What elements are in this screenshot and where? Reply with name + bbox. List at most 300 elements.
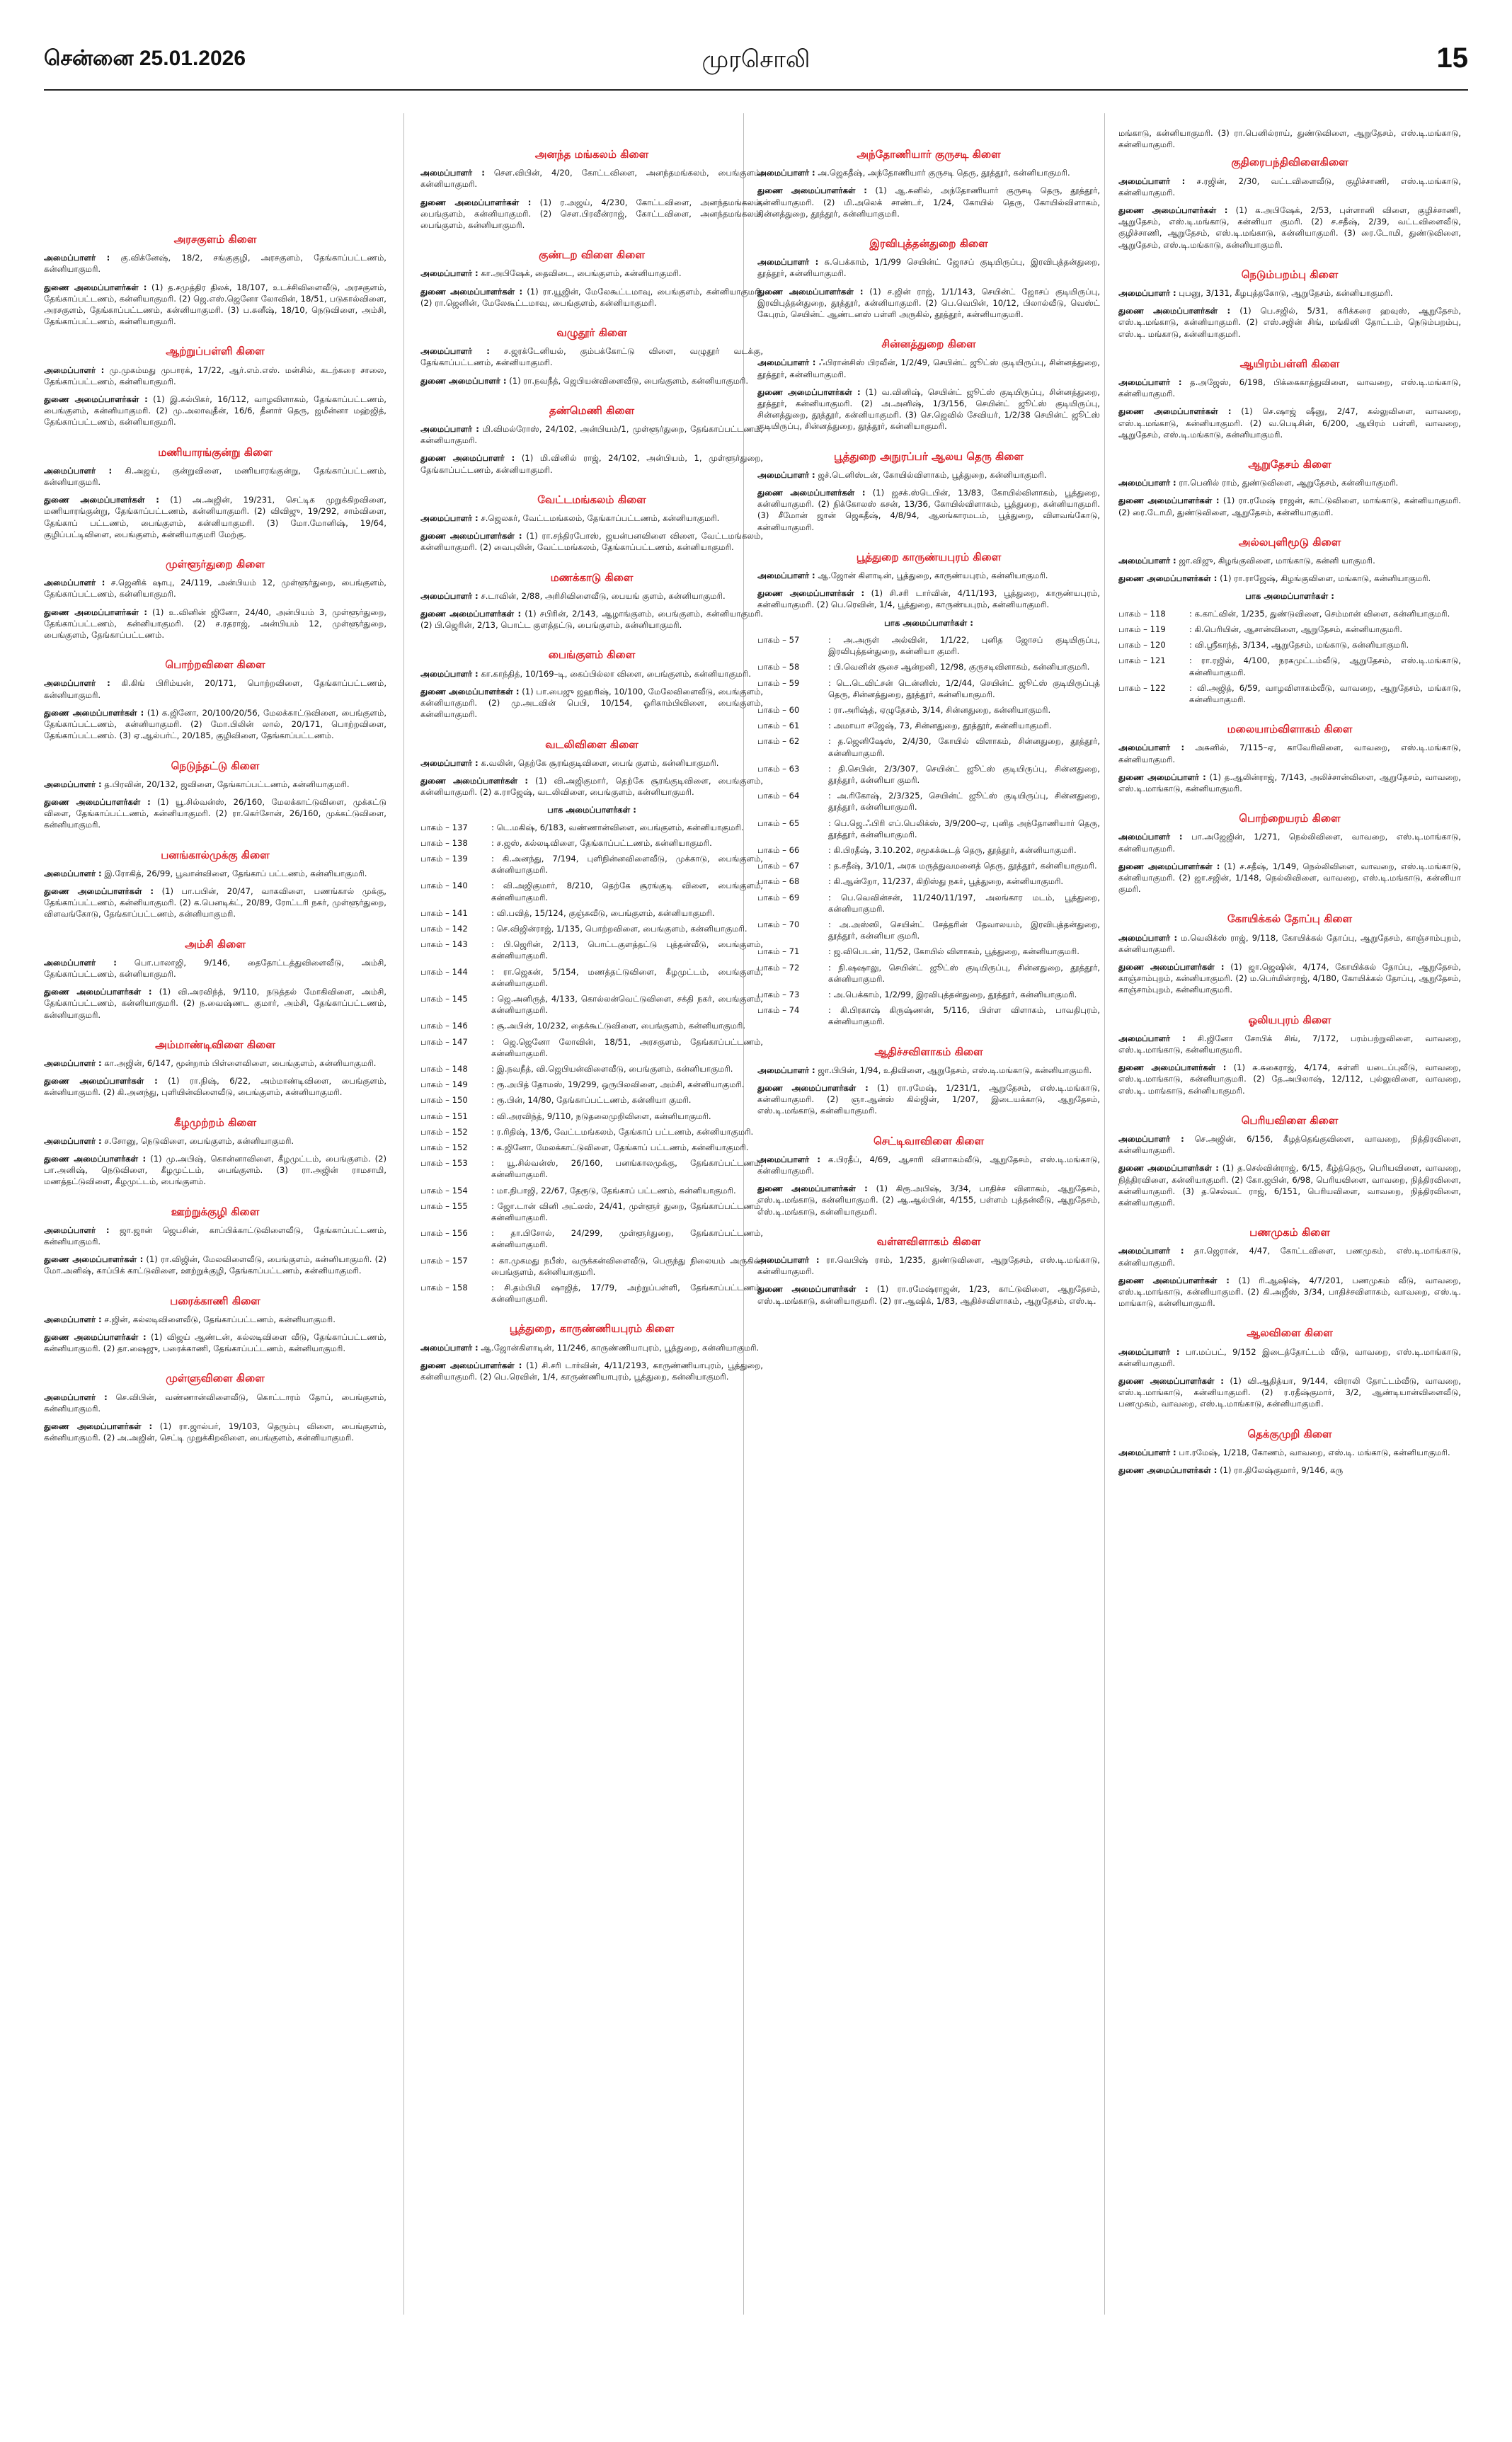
- branch-section: [1118, 1014, 1461, 1096]
- branch-section: [44, 1206, 386, 1277]
- officer-details: (1) ரா.ரமேஷ், 1/231/1, ஆறுதேசம், எஸ்.டி.மங்காடு, கன்னியாகுமரி. (2) ஞா.ஆன்ஸ் கில்ஜின், 1/207, இடையக்காடு, ஆறுதேசம், எஸ்.டி.மங்காடு, கன்னியாகுமரி.: [757, 1082, 1100, 1116]
- part-details: : ரா.ஜெகன், 5/154, மணத்தட்டுவிளை, கீழமுட்டம், பைங்குளம், கன்னியாகுமரி.: [491, 966, 763, 988]
- role-label: துணை அமைப்பாளர்கள் :: [44, 1254, 144, 1265]
- role-label: அமைப்பாளர் :: [1118, 377, 1182, 388]
- branch-section: [420, 494, 763, 554]
- branch-heading: மலையாம்விளாகம் கிளை: [1227, 723, 1353, 736]
- part-details: : க.காட்வின், 1/235, துண்டுவிளை, செம்மான் விளை, கன்னியாகுமரி.: [1189, 608, 1450, 619]
- role-label: துணை அமைப்பாளர்கள் :: [44, 1153, 147, 1164]
- part-number: பாகம் – 138: [420, 837, 468, 848]
- role-label: அமைப்பாளர் :: [757, 357, 816, 368]
- branch-heading: பனங்கால்முக்கு கிளை: [161, 848, 270, 861]
- officer-details: (1) விஜய் ஆண்டன், கல்லடிவிளை வீடு, தேங்காப்பட்டணம், கன்னியாகுமரி. (2) தா.ஷைஜு, பரைக்காணி, தேங்காப்பட்டணம், கன்னியாகுமரி.: [44, 1332, 386, 1354]
- role-label: துணை அமைப்பாளர்கள் :: [44, 987, 152, 997]
- officer-entry: [1118, 495, 1461, 517]
- branch-heading: பூத்துறை, காருண்ணியபுரம் கிளை: [509, 1322, 675, 1336]
- branch-section: [757, 238, 1100, 320]
- officer-details: (1) மி.வினில் ராஜ், 24/102, அன்பியம், 1, முள்ளூர்துறை, தேங்காப்பட்டணம், கன்னியாகுமரி.: [420, 453, 763, 475]
- part-number: பாகம் – 63: [757, 763, 800, 774]
- part-number: பாகம் – 59: [757, 677, 800, 688]
- officer-entry: [420, 268, 763, 279]
- part-number: பாகம் – 58: [757, 662, 800, 672]
- officer-details: செ.அஜின், 6/156, கீழத்தெங்குவிளை, வாவறை, நித்திரவிளை, கன்னியாகுமரி.: [1118, 1133, 1461, 1156]
- part-details: : பெ.ஜெ.ஃபிரி எப்.பெலிக்ஸ், 3/9/200–ஏ, புனித அந்தோணியார் தெரு, தூத்தூர், கன்னியாகுமரி.: [828, 818, 1100, 839]
- parts-list: [1118, 608, 1461, 705]
- officer-entry: [1118, 1464, 1461, 1476]
- officer-details: தா.ஜெரான், 4/47, கோட்டவிளை, பணமுகம், எஸ்.டி.மாங்காடு, கன்னியாகுமரி.: [1118, 1246, 1461, 1268]
- officer-entry: [757, 487, 1100, 533]
- branch-heading: குதிரைபந்திவிளைகிளை: [1231, 156, 1348, 169]
- role-label: துணை அமைப்பாளர்கள் :: [44, 1076, 158, 1087]
- newspaper-name: முரசொலி: [701, 45, 811, 74]
- branch-section: [44, 849, 386, 920]
- branch-section: [1118, 813, 1461, 895]
- role-label: துணை அமைப்பாளர்கள் :: [757, 588, 865, 599]
- branch-section: [44, 345, 386, 428]
- officer-details: (1) உ.வினின் ஜினோ, 24/40, அன்பியம் 3, முள்ளூர்துறை, தேங்காப்பட்டணம், கன்னியாகுமரி. (2) ச.ரதராஜ், அன்பியம் 12, முள்ளூர்துறை, பைங்குளம், தேங்காப்பட்டணம்.: [44, 607, 386, 641]
- part-row: [420, 1036, 763, 1059]
- officer-entry: [44, 607, 386, 641]
- officer-details: ச.ஜெலகர், வேட்டமங்கலம், தேங்காப்பட்டணம், கன்னியாகுமரி.: [481, 513, 720, 524]
- role-label: துணை அமைப்பாளர் :: [1118, 772, 1206, 782]
- officer-entry: [1118, 1275, 1461, 1309]
- part-details: : அ.அருள் அல்வின், 1/1/22, புனித ஜோசப் குடியிருப்பு, இரவிபுத்தன்துறை, கன்னியா குமரி.: [828, 634, 1100, 657]
- officer-details: பா.ரமேஷ், 1/218, கோணம், வாவறை, எஸ்.டி. மங்காடு, கன்னியாகுமரி.: [1179, 1447, 1450, 1457]
- role-label: அமைப்பாளர் :: [1118, 288, 1176, 299]
- role-label: துணை அமைப்பாளர்கள் :: [44, 495, 159, 505]
- branch-section: [1118, 723, 1461, 794]
- role-label: அமைப்பாளர் :: [420, 590, 479, 601]
- part-details: : இ.நவநீத், வி.ஜெபியன்விளைவீடு, பைங்குளம், கன்னியாகுமரி.: [491, 1063, 733, 1074]
- part-row: [757, 634, 1100, 657]
- part-number: பாகம் – 143: [420, 939, 468, 950]
- branch-section: [757, 451, 1100, 533]
- officer-entry: [757, 185, 1100, 219]
- officer-entry: [1118, 861, 1461, 895]
- officer-entry: [44, 494, 386, 540]
- officer-details: த.பிரவின், 20/132, ஜவிளை, தேங்காப்பட்டணம், கன்னியாகுமரி.: [104, 779, 350, 789]
- officer-entry: [420, 1360, 763, 1382]
- part-row: [420, 1126, 763, 1137]
- officer-entry: [420, 512, 763, 524]
- branch-heading: முள்ளுவிளை கிளை: [166, 1372, 265, 1385]
- role-label: அமைப்பாளர் :: [44, 1392, 108, 1402]
- branch-section: [1118, 537, 1461, 705]
- branch-heading: ஆதிச்சவிளாகம் கிளை: [874, 1045, 983, 1058]
- part-row: [757, 661, 1100, 672]
- officer-details: (1) ரா.யூஜின், மேலேகூட்டமாவு, பைங்குளம், கன்னியாகுமரி. (2) ரா.ஜெனின், மேலேகூட்டமாவு, பைங்குளம், கன்னியாகுமரி.: [420, 286, 763, 308]
- branch-section: [44, 1295, 386, 1355]
- officer-details: (1) த.சமுத்திர திலக், 18/107, உடச்சிவிளைவீடு, அரசகுளம், தேங்காப்பட்டணம், கன்னியாகுமரி. (2) ஜெ.எஸ்.ஜெனோ லோவின், 18/51, படுகால்விளை, அரசகுளம், தேங்காப்பட்டணம், கன்னியாகுமரி. (3) ப.சுனீஷ், 18/10, நெடுவிளை, அம்சி, தேங்காப்பட்டணம், கன்னியாகுமரி.: [44, 282, 386, 327]
- officer-details: (1) ஜசக்.ஸ்டெபின், 13/83, கோயில்விளாகம், பூத்துறை, கன்னியாகுமரி. (2) நிக்கோலஸ் கசன், 13/36, கோயில்விளாகம், பூத்துறை, கன்னியாகுமரி. (3) சீமோன் ஜான் ஜெகதீஷ், 4/8/94, ஆலங்காரமடம், பூத்துறை, விளவங்கோடு, கன்னியாகுமரி.: [757, 488, 1100, 532]
- branch-heading: ஆறுதேசம் கிளை: [1248, 458, 1331, 471]
- officer-details: (1) ரா.நிஷ், 6/22, அம்மாண்டிவிளை, பைங்குளம், கன்னியாகுமரி. (2) கி.அனந்து, புளியின்விளைவீடு, பைங்குளம், கன்னியாகுமரி.: [44, 1076, 386, 1098]
- part-number: பாகம் – 118: [1118, 608, 1166, 619]
- role-label: அமைப்பாளர் :: [44, 578, 105, 588]
- branch-heading: பூத்துறை அநுரப்பர் ஆலய தெரு கிளை: [834, 449, 1024, 463]
- part-details: : ர.ரிதிஷ், 13/6, வேட்டமங்கலம், தேங்காப் பட்டணம், கன்னியாகுமரி.: [491, 1126, 754, 1137]
- role-label: அமைப்பாளர் :: [757, 257, 819, 268]
- part-number: பாகம் – 61: [757, 721, 800, 731]
- officer-entry: [44, 577, 386, 600]
- branch-heading: ஆயிரம்பள்ளி கிளை: [1239, 357, 1340, 370]
- officer-details: ஜா.ஜான் ஜெபசின், காப்பிக்காட்டுவிளைவீடு, தேங்காப்பட்டணம், கன்னியாகுமரி.: [44, 1225, 386, 1246]
- part-number: பாகம் – 145: [420, 993, 468, 1004]
- officer-entry: [1118, 772, 1461, 794]
- branch-section: [420, 405, 763, 476]
- role-label: துணை அமைப்பாளர்கள் :: [44, 282, 147, 292]
- role-label: அமைப்பாளர் :: [757, 469, 815, 480]
- officer-details: பொ.பாலாஜி, 9/146, தைதோட்டத்துவிளைவீடு, அம்சி, தேங்காப்பட்டணம், கன்னியாகுமரி.: [44, 957, 386, 979]
- part-details: : கி.ஆன்றோ, 11/237, கிறிஸ்து நகர், பூத்துறை, கன்னியாகுமரி.: [828, 876, 1064, 887]
- part-row: [420, 880, 763, 902]
- officer-entry: [757, 570, 1100, 581]
- part-number: பாகம் – 139: [420, 853, 468, 864]
- role-label: அமைப்பாளர் :: [44, 957, 117, 968]
- part-details: : ரூ.அபித் தோமஸ், 19/299, ஒருபிலவிளை, அம்சி, கன்னியாகுமரி.: [491, 1079, 745, 1090]
- branch-heading: அம்மாண்டிவிளை கிளை: [155, 1038, 275, 1051]
- part-details: : பி.ஜெரின், 2/113, பொட்டகுளத்தட்டு புத்தன்வீடு, பைங்குளம், கன்னியாகுமரி.: [491, 939, 763, 961]
- role-label: துணை அமைப்பாளர்கள் :: [420, 775, 529, 786]
- branch-heading: பொற்றவிளை கிளை: [165, 658, 265, 672]
- officer-entry: [757, 587, 1100, 610]
- branch-heading: ஓலியபுரம் கிளை: [1248, 1013, 1331, 1026]
- officer-entry: [420, 345, 763, 368]
- branch-section: [1118, 269, 1461, 340]
- role-label: அமைப்பாளர் :: [44, 465, 113, 476]
- role-label: துணை அமைப்பாளர்கள் :: [1118, 1163, 1219, 1174]
- branch-heading: பொற்றையரம் கிளை: [1239, 812, 1341, 825]
- part-number: பாகம் – 121: [1118, 655, 1166, 666]
- part-row: [420, 939, 763, 961]
- officer-details: (1) த.செல்வின்ராஜ், 6/15, கீழ்த்தெரு, பெரியவிளை, வாவறை, நித்திரவிளை, கன்னியாகுமரி. (2) கோ.ஜபின், 6/98, பெரியவிளை, வாவறை, நித்திரவிளை, கன்னியாகுமரி. (3) த.செல்வட் ராஜ், 6/151, பெரியவிளை, வாவறை, நித்திரவிளை, கன்னியாகுமரி.: [1118, 1163, 1461, 1208]
- officer-details: ச.ரஜின், 2/30, வட்டவிளைவீடு, குழிச்சாணி, எஸ்.டி.மங்காடு, கன்னியாகுமரி.: [1118, 176, 1461, 197]
- parts-heading: பாக அமைப்பாளர்கள் :: [884, 617, 973, 628]
- part-number: பாகம் – 120: [1118, 640, 1166, 650]
- officer-details: ச.சோனு, நெடுவிளை, பைங்குளம், கன்னியாகுமரி.: [104, 1135, 294, 1146]
- officer-entry: [44, 1331, 386, 1354]
- branch-heading: வேட்டமங்கலம் கிளை: [537, 493, 646, 506]
- part-details: : கி.அனந்து, 7/194, புளிநின்னவிளைவீடு, முக்காடு, பைங்குளம், கன்னியாகுமரி.: [491, 853, 763, 876]
- branch-heading: முள்ளூர்துறை கிளை: [166, 558, 265, 571]
- part-details: : டெ.டெவிட்சன் டென்னிஸ், 1/2/44, செயின்ட் ஜூட்ஸ் குடியிருப்புத் தெரு, சின்னத்துறை, தூத்தூர், கன்னியாகுமரி.: [828, 677, 1100, 699]
- part-number: பாகம் – 57: [757, 634, 800, 645]
- role-label: துணை அமைப்பாளர்கள் :: [44, 796, 151, 807]
- officer-entry: [1118, 1245, 1461, 1268]
- officer-details: மி.விமல்ரோஸ், 24/102, அன்பியம்/1, முள்ளூர்துறை, தேங்காப்பட்டணம், கன்னியாகுமரி.: [420, 424, 763, 446]
- parts-heading: பாக அமைப்பாளர்கள் :: [547, 805, 636, 815]
- role-label: துணை அமைப்பாளர்கள் :: [757, 185, 867, 196]
- officer-entry: [420, 590, 763, 602]
- part-details: : த.ஜெனிஷேஸ், 2/4/30, கோயில் விளாகம், சின்னதுறை, தூத்தூர், கன்னியாகுமரி.: [828, 736, 1100, 758]
- branch-section: [757, 149, 1100, 219]
- part-number: பாகம் – 144: [420, 966, 468, 977]
- part-details: : ரா.ரஜில், 4/100, நரகமுட்டம்வீடு, ஆறுதேசம், எஸ்.டி.மங்காடு, கன்னியாகுமரி.: [1189, 655, 1461, 677]
- role-label: அமைப்பாளர் :: [44, 868, 102, 878]
- role-label: அமைப்பாளர் :: [757, 168, 815, 178]
- officer-details: (1) க.ஜினோ, 20/100/20/56, மேலக்காட்டுவிளை, பைங்குளம், தேங்காப்பட்டணம், கன்னியாகுமரி. (2) மோ.பிலின் லால், 20/171, பொற்றவிளை, தேங்காப்பட்டணம். (3) ஏ.ஆல்பர்ட், 20/185, குழிவிளை, தேங்காப்பட்டணம்.: [44, 707, 386, 741]
- officer-details: (1) பா.பபின், 20/47, வாகவிளை, பணங்கால் முக்கு, தேங்காப்பட்டணம், கன்னியாகுமரி. (2) க.பெனடிக்ட், 20/89, ரோட்டரி நகர், முள்ளூர்துறை, விளவங்கோடு, தேங்காப்பட்டணம், கன்னியாகுமரி.: [44, 885, 386, 919]
- role-label: அமைப்பாளர் :: [1118, 1346, 1180, 1357]
- part-number: பாகம் – 147: [420, 1036, 468, 1047]
- officer-entry: [44, 796, 386, 831]
- role-label: அமைப்பாளர் :: [420, 513, 479, 524]
- officer-entry: [420, 686, 763, 721]
- officer-entry: [757, 1154, 1100, 1176]
- officer-entry: [44, 1421, 386, 1443]
- role-label: அமைப்பாளர் :: [1118, 176, 1186, 186]
- part-details: : அ.பெக்காம், 1/2/99, இரவிபுத்தன்துறை, தூத்தூர், கன்னியாகுமரி.: [828, 989, 1077, 999]
- officer-entry: [1118, 1346, 1461, 1369]
- officer-entry: [44, 282, 386, 328]
- part-row: [420, 1020, 763, 1031]
- branch-section: [1118, 1115, 1461, 1208]
- officer-entry: [1118, 477, 1461, 488]
- officer-entry: [1118, 305, 1461, 340]
- page-number: 15: [1436, 42, 1468, 74]
- part-details: : ரூ.பின், 14/80, தேங்காப்பட்டணம், கன்னியா குமரி.: [491, 1095, 692, 1106]
- part-details: : வி.ஸ்ரீகாந்த், 3/134, ஆறுதேசம், மங்காடு, கன்னியாகுமரி.: [1189, 640, 1409, 650]
- officer-details: ஜச்.டெனிஸ்டன், கோயில்விளாகம், பூத்துறை, கன்னியாகுமரி.: [818, 469, 1047, 480]
- role-label: அமைப்பாளர் :: [420, 1342, 479, 1353]
- officer-entry: [1118, 176, 1461, 198]
- officer-entry: [1118, 1133, 1461, 1156]
- officer-entry: [44, 1075, 386, 1098]
- column-1: [44, 234, 386, 2442]
- officer-entry: [420, 668, 763, 680]
- role-label: அமைப்பாளர் :: [44, 779, 102, 789]
- parts-list: [420, 822, 763, 1305]
- role-label: அமைப்பாளர் :: [1118, 743, 1185, 753]
- officer-details: க.பிரதீப், 4/69, ஆசாரி விளாகம்வீடு, ஆறுதேசம், எஸ்.டி.மங்காடு, கன்னியாகுமரி.: [757, 1154, 1100, 1176]
- role-label: அமைப்பாளர் :: [1118, 1133, 1184, 1144]
- branch-section: [44, 1039, 386, 1099]
- officer-entry: [44, 365, 386, 387]
- column-4: [1118, 127, 1461, 2336]
- officer-entry: [44, 677, 386, 700]
- branch-heading: பைங்குளம் கிளை: [548, 648, 636, 662]
- branch-heading: அனந்த மங்கலம் கிளை: [534, 149, 649, 161]
- branch-section: [44, 558, 386, 641]
- officer-entry: [1118, 932, 1461, 955]
- officer-details: (1) ரா.சந்திரபோஸ், ஜயன்பனவிளை விளை, வேட்டமங்கலம், கன்னியாகுமரி. (2) வைபுலின், வேட்டமங்கலம், தேங்காப்பட்டணம், கன்னியாகுமரி.: [420, 531, 763, 553]
- role-label: துணை அமைப்பாளர் :: [420, 453, 515, 464]
- part-details: : வி.பவித், 15/124, குஞ்சுவீடு, பைங்குளம், கன்னியாகுமரி.: [491, 907, 715, 918]
- part-details: : வி.அஜித், 6/59, வாழவிளாகம்வீடு, வாவறை, ஆறுதேசம், மங்காடு, கன்னியாகுமரி.: [1189, 682, 1461, 704]
- branch-section: [44, 1117, 386, 1188]
- officer-entry: [420, 530, 763, 553]
- officer-details: (1) அ.அஜின், 19/231, செட்டிக முறுக்கிறவிளை, மணியாரங்குன்று, தேங்காப்பட்டணம், கன்னியாகுமரி. (2) விவிஜு, 19/292, சாம்விளை, தேங்காப் பட்டணம், பைங்குளம், கன்னியாகுமரி. (3) மோ.மோனிஷ், 19/64, குழிப்பட்டிவிளை, பைங்குளம், கன்னியாகுமரி மேற்கு.: [44, 495, 386, 539]
- role-label: அமைப்பாளர் :: [44, 678, 110, 689]
- officer-details: (1) சி.சரி டார்வின், 4/11/193, பூத்துறை, காருண்யபுரம், கன்னியாகுமரி. (2) பெ.ரெவின், 1/4, பூத்துறை, காருண்யபுரம், கன்னியாகுமரி.: [757, 588, 1100, 610]
- branch-heading: தெக்குமுறி கிளை: [1247, 1427, 1332, 1440]
- officer-details: (1) பா.பைஜு ஜஹரிஷ், 10/100, மேலேவிளைவீடு, பைங்குளம், கன்னியாகுமரி. (2) மு.அடவின் பெபி, 10/154, ஓரிகாம்பிவிளை, பைங்குளம், கன்னியாகுமரி.: [420, 686, 763, 720]
- officer-entry: [44, 1225, 386, 1247]
- part-row: [420, 1255, 763, 1278]
- part-details: : கி.பிரகாஷ் கிருஷ்ணன், 5/116, பிள்ள விளாகம், பாவதிபுரம், கன்னியாகுமரி.: [828, 1005, 1100, 1027]
- officer-entry: [757, 357, 1100, 379]
- part-number: பாகம் – 71: [757, 946, 800, 957]
- officer-details: ம.வெலிக்ஸ் ராஜ், 9/118, கோயிக்கல் தோப்பு, ஆறுதேசம், காஞ்சாம்புறம், கன்னியாகுமரி.: [1118, 932, 1461, 954]
- branch-section: [44, 659, 386, 741]
- officer-entry: [420, 608, 763, 631]
- officer-details: ஃபிரான்சிஸ் பிரவீன், 1/2/49, செயின்ட் ஜூட்ஸ் குடியிருப்பு, சின்னத்துறை, தூத்தூர், கன்னியாகுமரி.: [757, 357, 1100, 379]
- role-label: அமைப்பாளர் :: [757, 1255, 820, 1266]
- officer-entry: [1118, 406, 1461, 440]
- officer-details: கி.கிங் பிரிம்யன், 20/171, பொற்றவிளை, தேங்காப்பட்டணம், கன்னியாகுமரி.: [44, 678, 386, 700]
- part-row: [420, 1157, 763, 1180]
- role-label: துணை அமைப்பாளர்கள் :: [757, 1284, 869, 1295]
- continued-text: மங்காடு, கன்னியாகுமரி. (3) ரா.பெனில்ராய், துண்டுவிளை, ஆறுதேசம், எஸ்.டி.மங்காடு, கன்னியாகுமரி.: [1118, 128, 1461, 150]
- role-label: துணை அமைப்பாளர்கள் :: [757, 386, 861, 397]
- role-label: துணை அமைப்பாளர்கள் :: [44, 1421, 153, 1432]
- officer-details: (1) க.அபிஷேக், 2/53, புள்ளானி விளை, குழிச்சாணி, ஆறுதேசம், எஸ்.டி.மங்காடு, கன்னியா குமரி. (2) ச.சதீஷ், 2/39, வட்டவிளைவீடு, குழிச்சாணி, ஆறுதேசம், எஸ்.டி.மங்காடு, கன்னியாகுமரி. (3) ரை.டோமி, துண்டுவிளை, ஆறுதேசம், எஸ்.டி.மங்காடு, கன்னியாகுமரி.: [1118, 205, 1461, 250]
- part-row: [420, 966, 763, 989]
- role-label: துணை அமைப்பாளர்கள் :: [757, 1082, 869, 1093]
- officer-entry: [44, 957, 386, 980]
- part-row: [420, 993, 763, 1016]
- branch-heading: பணமுகம் கிளை: [1249, 1226, 1330, 1239]
- officer-entry: [420, 775, 763, 798]
- part-number: பாகம் – 140: [420, 881, 468, 891]
- part-number: பாகம் – 154: [420, 1185, 468, 1196]
- branch-heading: பரைக்காணி கிளை: [170, 1294, 260, 1307]
- officer-details: ரா.பெனில் ராம், துண்டுவிளை, ஆறுதேசம், கன்னியாகுமரி.: [1179, 478, 1399, 488]
- role-label: அமைப்பாளர் :: [44, 1225, 110, 1235]
- officer-details: பா.அஜேஜின், 1/271, நெல்லிவிளை, வாவறை, எஸ்.டி.மாங்காடு, கன்னியாகுமரி.: [1118, 832, 1461, 854]
- officer-entry: [1118, 555, 1461, 566]
- officer-details: ஆ.ஜோன்கிளாடின், 11/246, காருண்ணியாபுரம், பூத்துறை, கன்னியாகுமரி.: [481, 1342, 760, 1353]
- officer-details: ஆ.ஜோன் கிளாடின், பூத்துறை, காருண்யபுரம், கன்னியாகுமரி.: [818, 571, 1048, 581]
- role-label: அமைப்பாளர் :: [1118, 1246, 1184, 1256]
- branch-section: [44, 447, 386, 540]
- officer-entry: [1118, 742, 1461, 764]
- role-label: அமைப்பாளர் :: [1118, 932, 1178, 943]
- role-label: அமைப்பாளர் :: [757, 1065, 815, 1075]
- part-row: [1118, 608, 1461, 619]
- officer-entry: [1118, 1447, 1461, 1458]
- branch-heading: நெடும்பறம்பு கிளை: [1241, 268, 1339, 281]
- part-details: : தா.பிசோல், 24/299, முள்ளூர்துறை, தேங்காப்பட்டணம், கன்னியாகுமரி.: [491, 1228, 763, 1250]
- officer-details: கு.விக்னேஷ், 18/2, சங்குகுழி, அரசகுளம், தேங்காப்பட்டணம், கன்னியாகுமரி.: [44, 253, 386, 275]
- officer-details: (1) த.ஆலின்ராஜ், 7/143, அலிச்சான்விளை, ஆறுதேசம், வாவறை, எஸ்.டி.மாங்காடு, கன்னியாகுமரி.: [1118, 772, 1461, 793]
- branch-section: [1118, 459, 1461, 518]
- part-details: : ஜெ.ஜெனோ லோவின், 18/51, அரசகுளம், தேங்காப்பட்டணம், கன்னியாகுமரி.: [491, 1036, 763, 1058]
- branch-heading: மணக்காடு கிளை: [550, 571, 634, 584]
- officer-details: (1) ச.ஜின் ராஜ், 1/1/143, செயின்ட் ஜோசப் குடியிருப்பு, இரவிபுத்தன்துறை, தூத்தூர், கன்னியாகுமரி. (2) பெ.வெபின், 10/12, பிலால்வீடு, வெஸ்ட் கேபுரம், செயின்ட் ஆண்டனஸ் பள்ளி அருகில், தூத்தூர், கன்னியாகுமரி.: [757, 286, 1100, 320]
- branch-section: [44, 234, 386, 327]
- branch-section: [757, 1046, 1100, 1117]
- officer-entry: [1118, 1033, 1461, 1055]
- parts-list: [757, 634, 1100, 1028]
- part-number: பாகம் – 152: [420, 1126, 468, 1137]
- branch-heading: அந்தோணியார் குருசடி கிளை: [857, 149, 1001, 161]
- officer-details: த.அஜேஸ், 6/198, பிக்கைகாத்துவிளை, வாவறை, எஸ்.டி.மங்காடு, கன்னியாகுமரி.: [1118, 377, 1461, 399]
- branch-section: [1118, 156, 1461, 250]
- part-row: [757, 989, 1100, 1000]
- officer-details: (1) ஜா.ஜெஷின், 4/174, கோயிக்கல் தோப்பு, ஆறுதேசம், காஞ்சாம்புறம், கன்னியாகுமரி. (2) ம.பெர்மின்ராஜ், 4/180, கோயிக்கல் தோப்பு, ஆறுதேசம், காஞ்சாம்புறம், கன்னியாகுமரி.: [1118, 961, 1461, 995]
- officer-entry: [420, 1342, 763, 1353]
- branch-section: [1118, 1227, 1461, 1309]
- branch-heading: வள்ளவிளாகம் கிளை: [876, 1234, 981, 1248]
- officer-entry: [44, 1314, 386, 1325]
- officer-entry: [44, 868, 386, 879]
- officer-details: செ.விபின், வண்ணான்விளைவீடு, கொட்டாரம் தோப், பைங்குளம், கன்னியாகுமரி.: [44, 1392, 386, 1414]
- part-number: பாகம் – 62: [757, 736, 800, 747]
- officer-entry: [44, 1392, 386, 1414]
- branch-section: [420, 572, 763, 631]
- officer-entry: [757, 1065, 1100, 1076]
- part-number: பாகம் – 157: [420, 1255, 468, 1266]
- part-number: பாகம் – 72: [757, 962, 800, 973]
- role-label: துணை அமைப்பாளர்கள் :: [1118, 861, 1220, 871]
- officer-details: ஜா.பிபின், 1/94, உதிவிளை, ஆறுதேசம், எஸ்.டி.மங்காடு, கன்னியாகுமரி.: [818, 1065, 1092, 1075]
- branch-section: [420, 149, 763, 231]
- part-row: [1118, 682, 1461, 705]
- officer-details: (1) ரா.திலேஷ்குமார், 9/146, கரு: [1220, 1465, 1344, 1476]
- part-number: பாகம் – 148: [420, 1063, 468, 1074]
- officer-details: சௌ.விபின், 4/20, கோட்டவிளை, அனந்தமங்கலம், பைங்குளம், கன்னியாகுமரி.: [420, 168, 763, 190]
- role-label: துணை அமைப்பாளர்கள் :: [1118, 495, 1220, 506]
- officer-entry: [757, 1183, 1100, 1217]
- branch-heading: வழுதூர் கிளை: [556, 326, 627, 340]
- role-label: துணை அமைப்பாளர்கள் :: [44, 1332, 147, 1342]
- officer-details: (1) ஆ.சுனில், அந்தோணியார் குருசடி தெரு, தூத்தூர், கன்னியாகுமரி. (2) மி.அலெக் சாண்டர், 1/24, கோயில் தெரு, கோயில்விளாகம், சின்னத்துறை, தூத்தூர், கன்னியாகுமரி.: [757, 185, 1100, 219]
- part-details: : கி.பிரதீஷ், 3.10.202, சமூகக்கூடத் தெரு, தூத்தூர், கன்னியாகுமரி.: [828, 844, 1077, 855]
- officer-entry: [44, 1135, 386, 1147]
- officer-entry: [757, 167, 1100, 178]
- officer-entry: [420, 452, 763, 475]
- part-number: பாகம் – 155: [420, 1200, 468, 1211]
- role-label: அமைப்பாளர் :: [420, 168, 485, 178]
- role-label: துணை அமைப்பாளர்கள் :: [1118, 1062, 1227, 1073]
- role-label: அமைப்பாளர் :: [757, 1154, 821, 1164]
- officer-entry: [1118, 1375, 1461, 1410]
- part-row: [420, 923, 763, 934]
- officer-entry: [44, 779, 386, 790]
- role-label: அமைப்பாளர் :: [1118, 832, 1183, 842]
- officer-entry: [757, 286, 1100, 321]
- officer-details: (1) சு.சுகைராஜ், 4/174, சுள்ளி யடைப்புவீடு, வாவறை, எஸ்.டி.மாங்காடு, கன்னியாகுமரி. (2) தே.அபிலாஷ், 12/112, புல்லுவிளை, வாவறை, எஸ்.டி. மாங்காடு, கன்னியாகுமரி.: [1118, 1062, 1461, 1096]
- part-number: பாகம் – 152: [420, 1142, 468, 1152]
- part-details: : ச.ஜஸ், கல்லடிவிளை, தேங்காப்பட்டணம், கன்னியாகுமரி.: [491, 837, 712, 848]
- part-number: பாகம் – 122: [1118, 682, 1166, 693]
- part-row: [420, 1079, 763, 1090]
- part-row: [420, 822, 763, 833]
- branch-section: [1118, 1327, 1461, 1409]
- role-label: அமைப்பாளர் :: [44, 365, 105, 375]
- officer-details: அ.ஜெகதீஷ், அந்தோணியார் குருசடி தெரு, தூத்தூர், கன்னியாகுமரி.: [818, 168, 1070, 178]
- officer-details: (1) ர.அஜய், 4/230, கோட்டவிளை, அனந்தமங்கலம், பைங்குளம், கன்னியாகுமரி. (2) சௌ.பிரவீன்ராஜ், கோட்டவிளை, அனந்தமங்கலம், பைங்குளம், கன்னியாகுமரி.: [420, 197, 763, 231]
- officer-entry: [757, 1254, 1100, 1277]
- part-number: பாகம் – 149: [420, 1079, 468, 1090]
- part-details: : யூ.சில்வன்ஸ், 26/160, பனங்காலமுக்கு, தேங்காப்பட்டணம், கன்னியாகுமரி.: [491, 1158, 763, 1180]
- officer-details: ஜா.விஜு, கிழங்குவிளை, மாங்காடு, கன்னி யாகுமரி.: [1179, 556, 1375, 566]
- column-3: [757, 149, 1100, 2357]
- officer-details: புபனு, 3/131, கீழபுத்தகோடு, ஆறுதேசம், கன்னியாகுமரி.: [1179, 288, 1393, 299]
- part-number: பாகம் – 119: [1118, 624, 1166, 634]
- officer-details: பா.மப்பட், 9/152 இடைத்தோட்டம் வீடு, வாவறை, எஸ்.டி.மாங்காடு, கன்னியாகுமரி.: [1118, 1346, 1461, 1368]
- officer-details: (1) ரா.ராஜேஷ், கிழங்குவிளை, மங்காடு, கன்னியாகுமரி.: [1220, 573, 1431, 584]
- branch-heading: ஆலவிளை கிளை: [1247, 1326, 1333, 1340]
- role-label: துணை அமைப்பாளர்கள் :: [1118, 1465, 1218, 1476]
- role-label: துணை அமைப்பாளர்கள் :: [1118, 961, 1225, 972]
- officer-entry: [420, 286, 763, 309]
- part-row: [420, 1200, 763, 1223]
- role-label: துணை அமைப்பாளர்கள் :: [1118, 205, 1228, 216]
- branch-section: [757, 1236, 1100, 1307]
- branch-section: [757, 338, 1100, 432]
